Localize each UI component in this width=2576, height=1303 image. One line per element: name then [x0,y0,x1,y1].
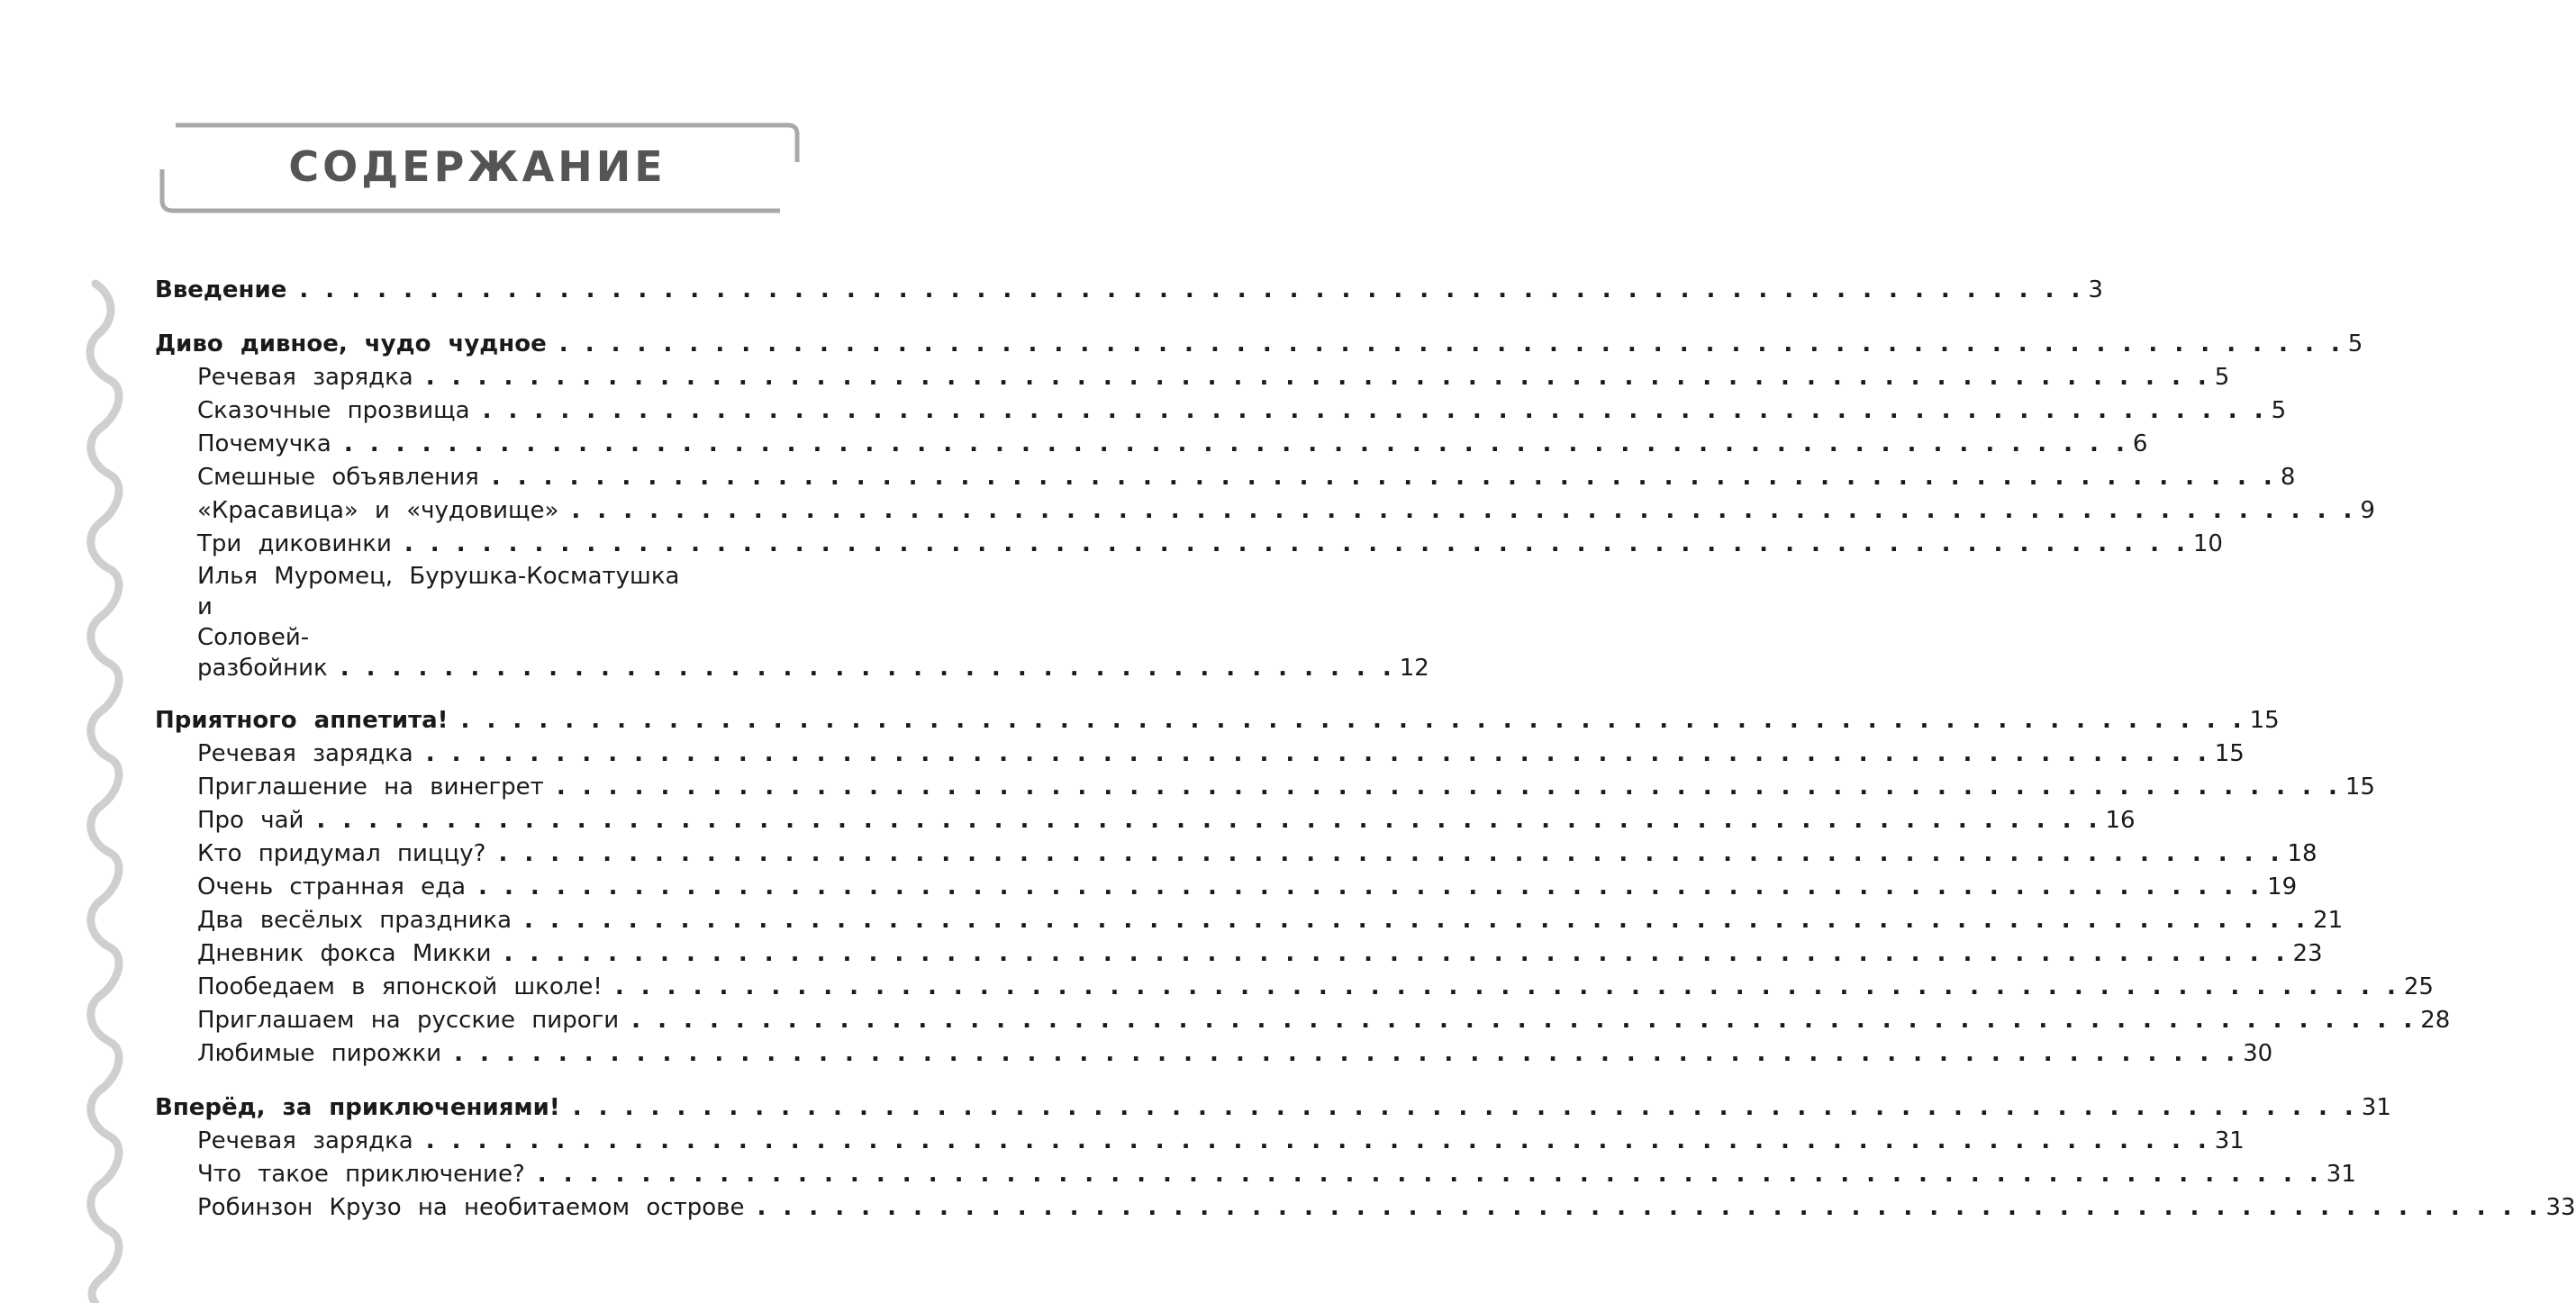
toc-item-title: Приглашаем на русские пироги [197,1007,620,1034]
toc-item[interactable] [155,971,2434,1004]
toc-item[interactable] [155,1158,2356,1191]
toc-item-title: Про чай [197,807,304,834]
toc-page-number: 6 [2132,430,2148,457]
toc-item-title: Дневник фокса Микки [197,940,492,967]
toc-leader-dots [316,804,2101,837]
toc-leader-dots [631,1004,2417,1037]
toc-item[interactable] [155,394,2287,428]
toc-item[interactable] [155,837,2317,871]
toc-item-title: Речевая зарядка [197,364,413,391]
toc-page-number: 31 [2214,1127,2245,1154]
toc-item-title: Смешные объявления [197,464,479,491]
toc-page-number: 15 [2214,740,2245,767]
toc-item[interactable] [155,528,2223,561]
toc-item[interactable] [155,561,1429,683]
toc-leader-dots [498,837,2283,871]
toc-item-title: Речевая зарядка [197,1127,413,1154]
toc-page-number: 12 [1399,655,1429,682]
toc-item-title: Пообедаем в японской школе! [197,973,603,1000]
toc-leader-dots: . . . . . . . . . . . . . . . . . . . . . . . . . . . . . . . . . . . . . . . . . [340,655,1396,682]
toc-item[interactable] [155,1037,2273,1071]
toc-item-title: Приглашение на винегрет [197,774,544,801]
toc-page-number: 19 [2267,873,2298,900]
toc-section[interactable] [155,274,2103,307]
toc-page-number: 15 [2345,774,2375,801]
toc-leader-dots [461,704,2246,737]
toc-item-title: Почемучка [197,430,331,457]
decorative-wave-border [79,279,133,1303]
toc-page-number: 3 [2088,276,2103,303]
toc-section-title: Вперёд, за приключениями! [155,1094,560,1121]
page-title: СОДЕРЖАНИЕ [288,142,667,191]
toc-leader-dots [557,771,2342,804]
toc-item-title: Кто придумал пиццу? [197,840,486,867]
toc-page-number: 9 [2360,497,2375,524]
toc-page-number: 31 [2361,1094,2391,1121]
toc-item-title: «Красавица» и «чудовище» [197,497,559,524]
toc-item-title: Три диковинки [197,530,392,557]
toc-leader-dots [538,1158,2323,1191]
toc-item-title: Робинзон Крузо на необитаемом острове [197,1194,745,1221]
toc-page-number: 28 [2420,1007,2451,1034]
toc-leader-dots [426,361,2211,394]
toc-section-title: Введение [155,276,287,303]
toc-leader-dots [299,274,2084,307]
toc-item[interactable] [155,428,2148,461]
toc-page-number: 30 [2243,1040,2273,1067]
toc-item[interactable] [155,804,2136,837]
toc-item[interactable] [155,494,2375,528]
toc-item-title: Очень странная еда [197,873,467,900]
toc-leader-dots [492,461,2277,494]
toc-item-title: Речевая зарядка [197,740,413,767]
toc-section[interactable] [155,328,2363,361]
toc-item-title: Любимые пирожки [197,1040,442,1067]
toc-item[interactable] [155,871,2298,904]
toc-page-number: 5 [2214,364,2230,391]
toc-page-number: 10 [2192,530,2223,557]
toc-item[interactable] [155,737,2245,771]
toc-section[interactable] [155,704,2280,737]
toc-page-number: 8 [2280,464,2296,491]
toc-item[interactable] [155,361,2230,394]
toc-leader-dots [483,394,2268,428]
table-of-contents [155,274,2576,1225]
toc-leader-dots [426,1125,2211,1158]
toc-page-number: 25 [2403,973,2434,1000]
toc-leader-dots [571,494,2356,528]
toc-leader-dots [559,328,2345,361]
toc-page-number: 23 [2292,940,2323,967]
toc-page-number: 31 [2326,1161,2356,1188]
toc-item[interactable] [155,461,2296,494]
toc-leader-dots [454,1037,2239,1071]
toc-item-title-line1: Илья Муромец, Бурушка-Косматушка [197,563,680,590]
toc-page-number: 5 [2347,330,2363,357]
toc-section-title: Приятного аппетита! [155,707,449,734]
toc-leader-dots [615,971,2400,1004]
toc-item-title-line2: и Соловей-разбойник [197,593,328,682]
toc-leader-dots [503,937,2289,971]
toc-page-number: 15 [2249,707,2280,734]
toc-item-title: Сказочные прозвища [197,397,470,424]
toc-item[interactable] [155,937,2323,971]
toc-item[interactable] [155,1191,2576,1225]
toc-item-title: Два весёлых праздника [197,907,512,934]
toc-leader-dots [757,1191,2542,1225]
toc-leader-dots [524,904,2309,937]
toc-leader-dots [573,1091,2358,1125]
toc-leader-dots [426,737,2211,771]
toc-leader-dots [478,871,2263,904]
toc-item-title: Что такое приключение? [197,1161,525,1188]
toc-page-number: 16 [2105,807,2136,834]
toc-section-title: Диво дивное, чудо чудное [155,330,547,357]
toc-page-number: 21 [2313,907,2344,934]
toc-item[interactable] [155,1125,2245,1158]
toc-page-number: 5 [2271,397,2287,424]
toc-page-number: 33 [2545,1194,2576,1221]
toc-page-number: 18 [2287,840,2317,867]
toc-section[interactable] [155,1091,2391,1125]
toc-item[interactable] [155,904,2344,937]
toc-item[interactable] [155,1004,2451,1037]
toc-item[interactable] [155,771,2375,804]
toc-leader-dots [404,528,2190,561]
toc-leader-dots [344,428,2129,461]
